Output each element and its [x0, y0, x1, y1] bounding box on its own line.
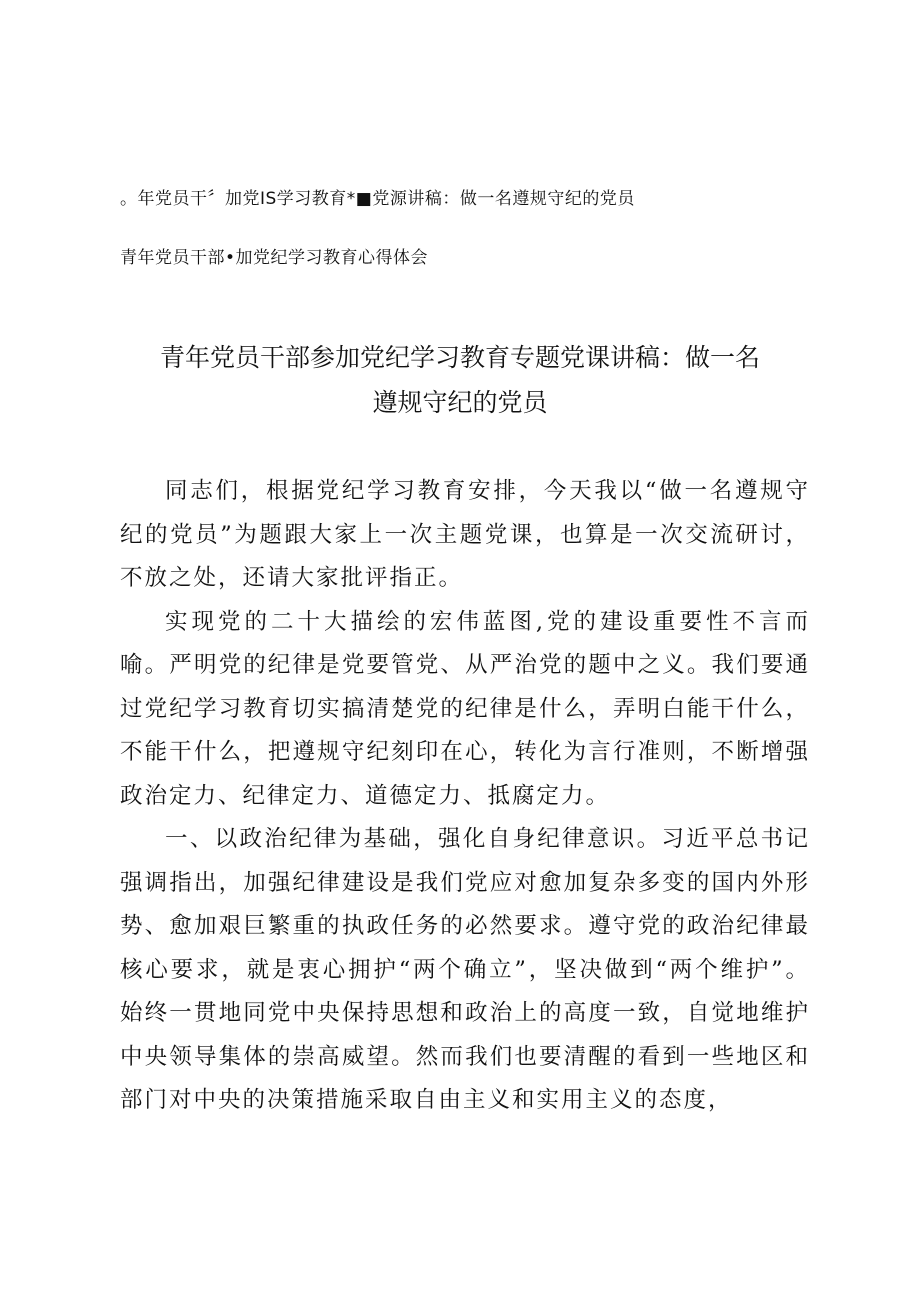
- paragraph-1: 同志们，根据党纪学习教育安排，今天我以“做一名遵规守纪的党员”为题跟大家上一次主题党课，也算是一次交流研讨，不放之处，还请大家批评指正。: [120, 478, 810, 591]
- toc-line-2: 青年党员干部•加党纪学习教育心得体会: [120, 248, 429, 268]
- body-text: [120, 470, 810, 1123]
- document-title: [120, 335, 800, 425]
- title-line-2: 遵规守纪的党员: [372, 388, 548, 417]
- toc-line-1: 。年党员干〞加党IS学习教育*■党源讲稿：做一名遵规守纪的党员: [120, 189, 635, 209]
- paragraph-2: 实现党的二十大描绘的宏伟蓝图,党的建设重要性不言而喻。严明党的纪律是党要管党、从严治党的题中之义。我们要通过党纪学习教育切实搞清楚党的纪律是什么，弄明白能干什么，不能干什么，把遵规守纪刻印在心，转化为言行准则，不断增强政治定力、纪律定力、道德定力、抵腐定力。: [120, 608, 810, 809]
- paragraph-3: 一、以政治纪律为基础，强化自身纪律意识。习近平总书记强调指出，加强纪律建设是我们党应对愈加复杂多变的国内外形势、愈加艰巨繁重的执政任务的必然要求。遵守党的政治纪律最核心要求，就是衷心拥护“两个确立”，坚决做到“两个维护”。始终一贯地同党中央保持思想和政治上的高度一致，自觉地维护中央领导集体的崇高威望。然而我们也要清醒的看到一些地区和部门对中央的决策措施采取自由主义和实用主义的态度，: [120, 826, 810, 1113]
- title-line-1: 青年党员干部参加党纪学习教育专题党课讲稿：做一名: [159, 343, 760, 372]
